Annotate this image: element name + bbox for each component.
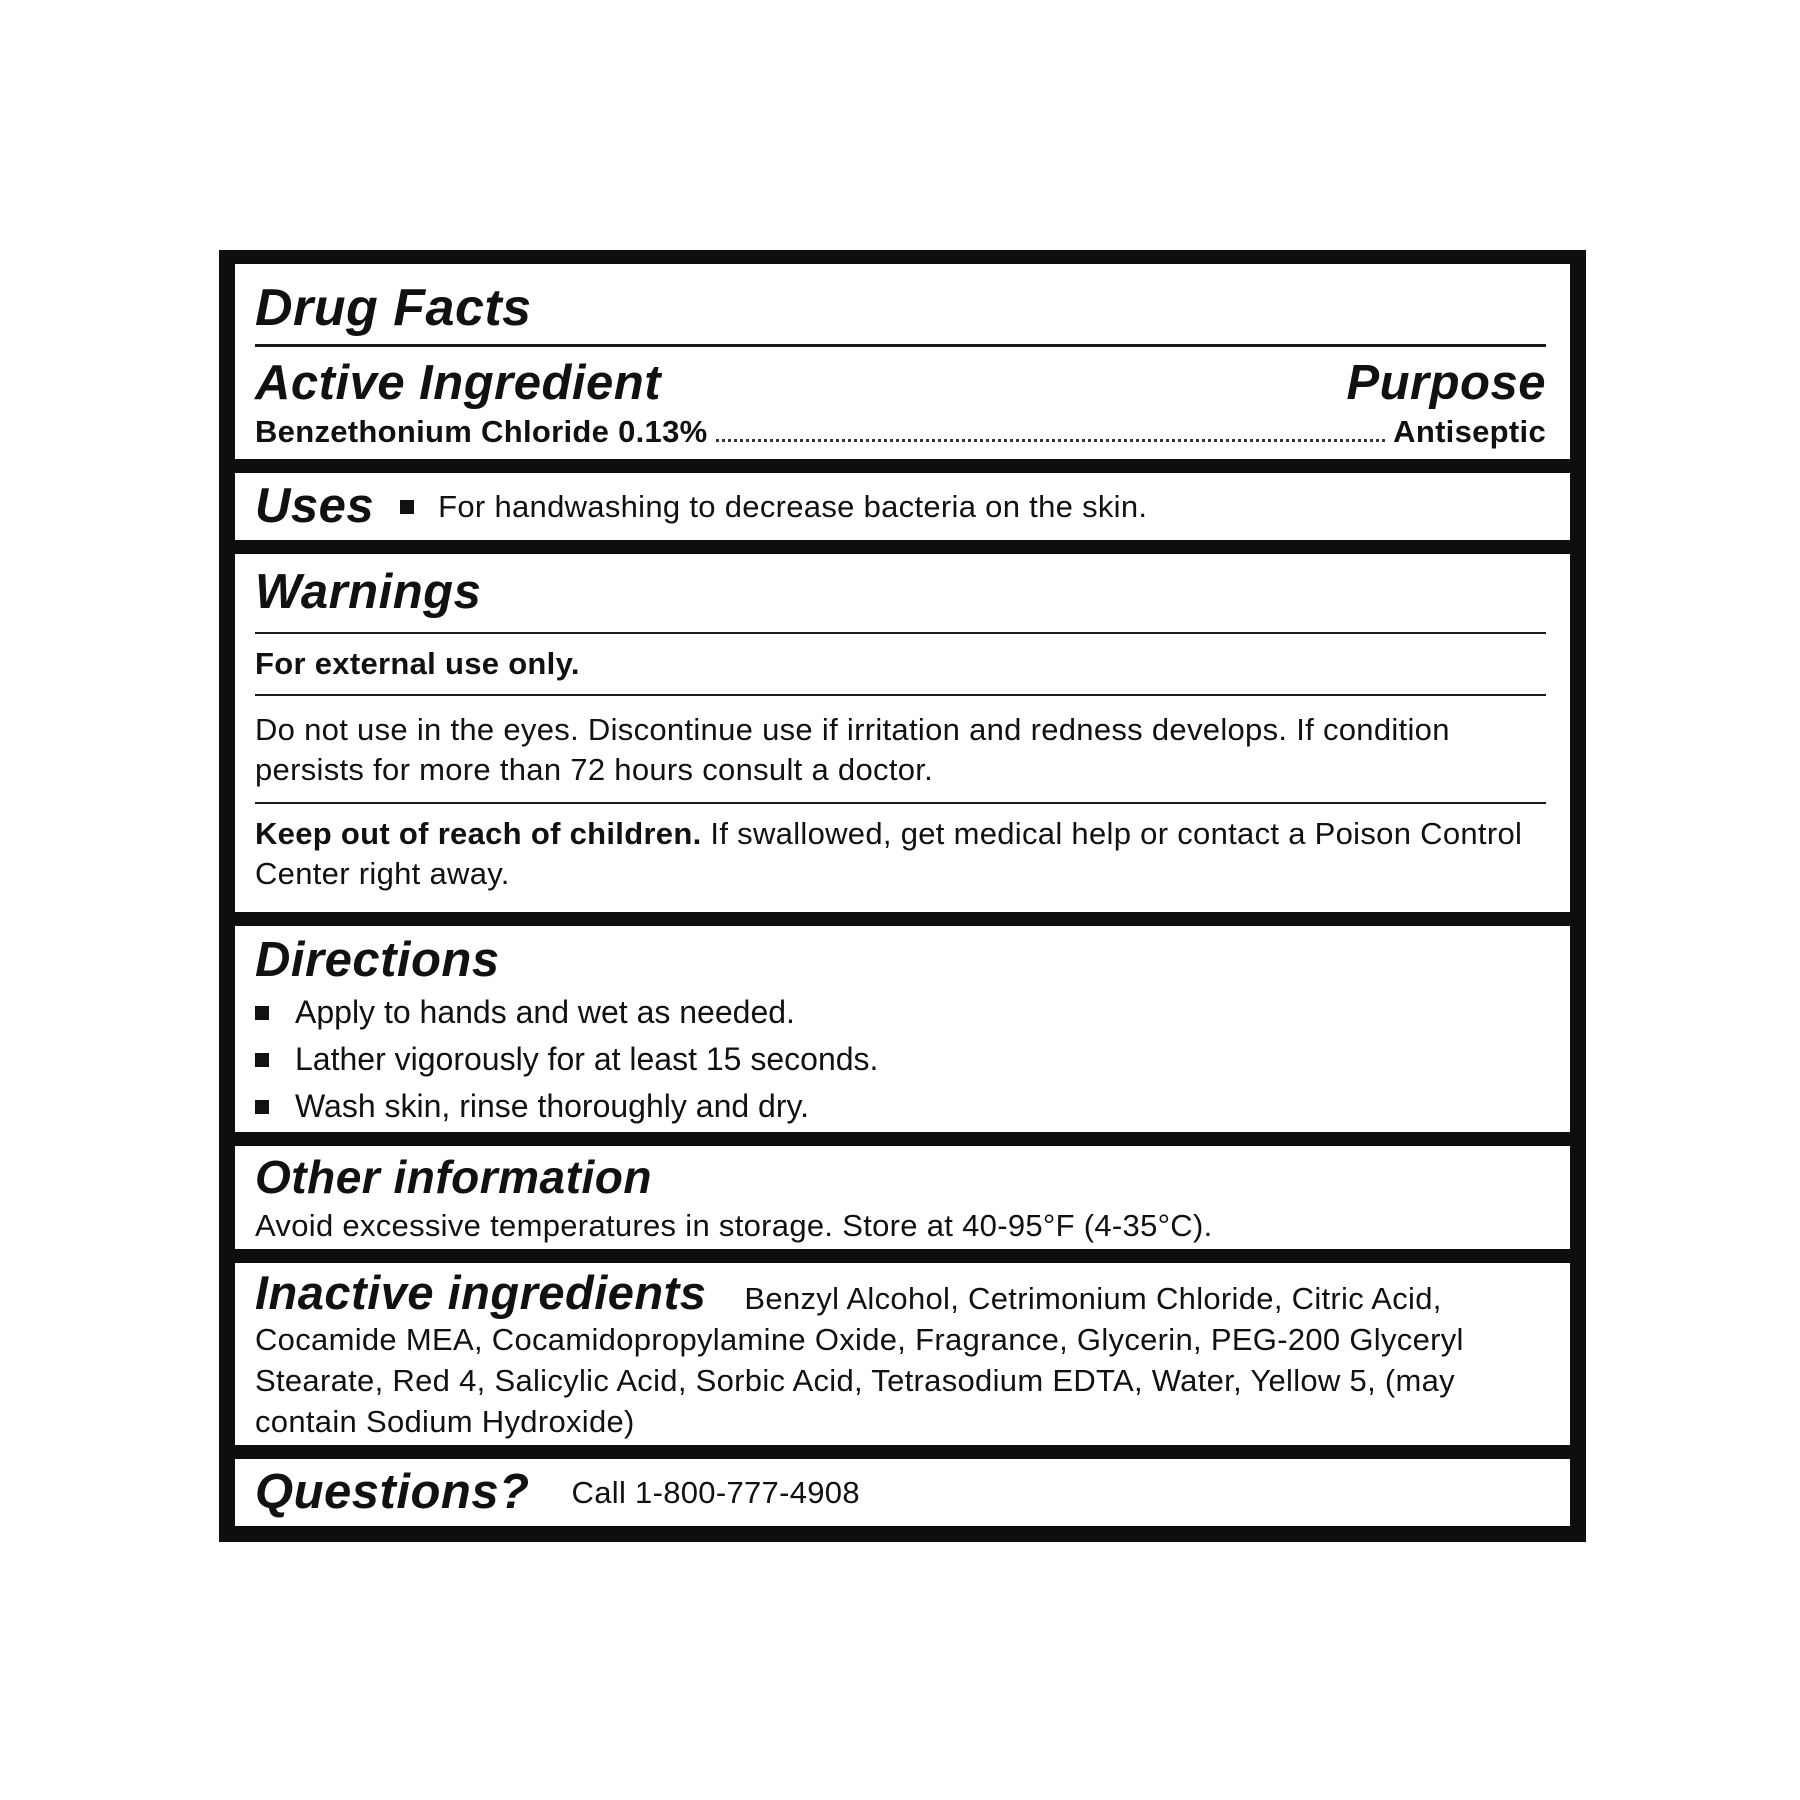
direction-item bbox=[255, 1036, 1546, 1083]
directions-heading: Directions bbox=[255, 933, 500, 987]
eye-warning: Do not use in the eyes. Discontinue use if irritation and redness develops. If condition persists for more than 72 hours consult a doctor. bbox=[255, 712, 1450, 787]
inactive-ingredients-heading: Inactive ingredients bbox=[255, 1266, 707, 1319]
external-use-warning: For external use only. bbox=[255, 646, 580, 681]
directions-panel bbox=[235, 926, 1570, 1132]
keep-out-rest: If swallowed, get medical help or contact a Poison Control Center right away. bbox=[255, 816, 1523, 891]
keep-out-bold: Keep out of reach of children. bbox=[255, 816, 702, 851]
purpose-heading: Purpose bbox=[1346, 356, 1546, 410]
inactive-ingredients-text: Benzyl Alcohol, Cetrimonium Chloride, Citric Acid, Cocamide MEA, Cocamidopropylamine Oxide, Fragrance, Glycerin, PEG-200 Glyceryl Stearate, Red 4, Salicylic Acid, Sorbic Acid, Tetrasodium EDTA, Water, Yellow 5, (may contain Sodium Hydroxide) bbox=[255, 1281, 1464, 1439]
questions-phone: Call 1-800-777-4908 bbox=[571, 1474, 860, 1510]
direction-text: Lather vigorously for at least 15 seconds. bbox=[295, 1041, 879, 1077]
other-information-panel bbox=[235, 1146, 1570, 1249]
questions-panel bbox=[235, 1459, 1570, 1526]
direction-text: Apply to hands and wet as needed. bbox=[295, 994, 795, 1030]
other-information-heading: Other information bbox=[255, 1151, 652, 1203]
uses-heading: Uses bbox=[255, 479, 375, 533]
drug-facts-title: Drug Facts bbox=[255, 279, 532, 337]
direction-item bbox=[255, 989, 1546, 1036]
bullet-icon bbox=[255, 1006, 269, 1020]
uses-text: For handwashing to decrease bacteria on the skin. bbox=[438, 488, 1148, 524]
direction-item bbox=[255, 1083, 1546, 1130]
direction-text: Wash skin, rinse thoroughly and dry. bbox=[295, 1088, 810, 1124]
active-ingredient-heading: Active Ingredient bbox=[255, 356, 662, 410]
bullet-icon bbox=[255, 1100, 269, 1114]
purpose-value: Antiseptic bbox=[1393, 414, 1546, 449]
drug-facts-label bbox=[219, 250, 1586, 1542]
inactive-ingredients-block bbox=[255, 1266, 1546, 1442]
warnings-heading: Warnings bbox=[255, 565, 482, 619]
uses-panel bbox=[235, 473, 1570, 540]
bullet-icon bbox=[400, 500, 414, 514]
dotted-leader bbox=[716, 439, 1386, 442]
bullet-icon bbox=[255, 1053, 269, 1067]
active-ingredient-value: Benzethonium Chloride 0.13% bbox=[255, 414, 708, 449]
active-ingredient-panel bbox=[235, 264, 1570, 459]
inactive-ingredients-panel bbox=[235, 1263, 1570, 1445]
questions-heading: Questions? bbox=[255, 1465, 530, 1519]
other-information-text: Avoid excessive temperatures in storage. Store at 40-95°F (4-35°C). bbox=[255, 1208, 1213, 1243]
keep-out-warning bbox=[255, 814, 1546, 894]
warnings-panel bbox=[235, 554, 1570, 912]
